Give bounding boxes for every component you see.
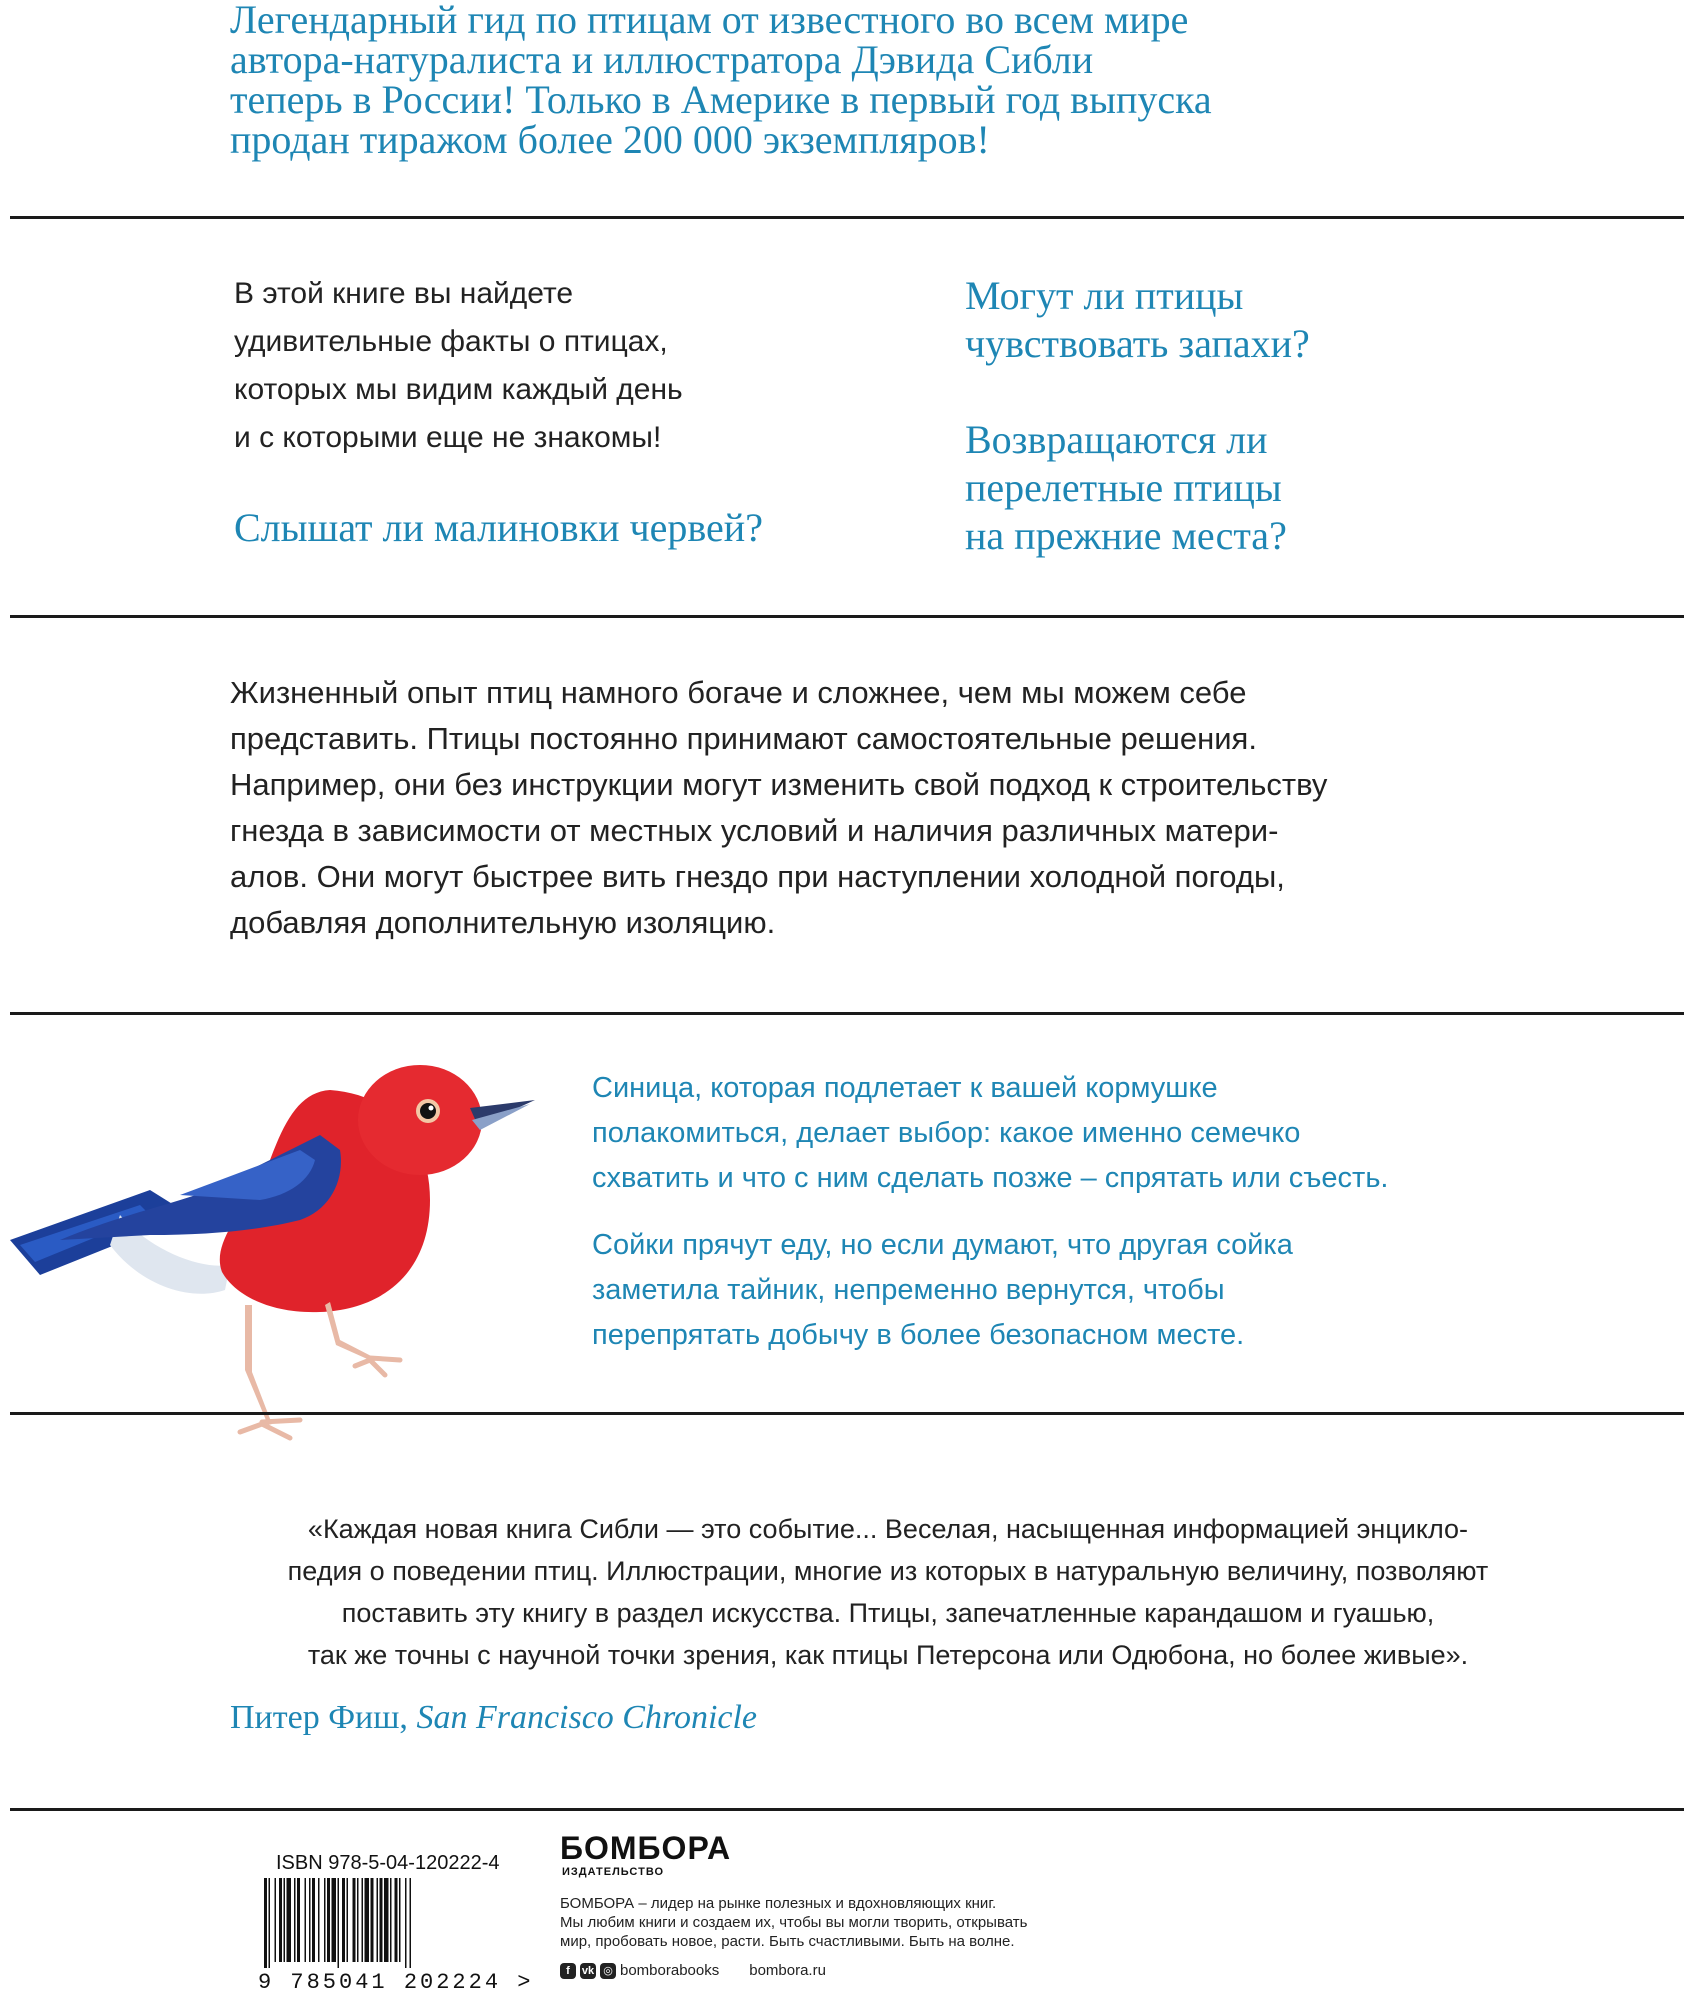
barcode-bar [353,1878,356,1962]
barcode-bar [347,1878,349,1962]
quote-line: «Каждая новая книга Сибли — это событие... Веселая, насыщенная информацией энцикло- [307,1514,1469,1544]
barcode-bar [279,1878,282,1962]
quote-line: поставить эту книгу в раздел искусства. Птицы, запечатленные карандашом и гуашью, [341,1598,1435,1628]
divider [10,216,1684,219]
publisher-subtitle: ИЗДАТЕЛЬСТВО [562,1866,665,1878]
barcode-bar [312,1878,315,1962]
barcode-bar [318,1878,320,1962]
experience-line: гнезда в зависимости от местных условий и наличия различных матери- [230,813,1279,848]
intro-line: автора-натуралиста и иллюстратора Дэвида Сибли [230,37,1094,82]
experience-paragraph [230,670,1490,946]
facts-lead-line: В этой книге вы найдете [234,277,574,310]
divider [10,615,1684,618]
review-source: San Francisco Chronicle [416,1699,758,1736]
experience-line: алов. Они могут быстрее вить гнездо при наступлении холодной погоды, [230,859,1285,894]
barcode-bar [390,1878,392,1962]
barcode-bar [309,1878,311,1962]
barcode-bar [338,1878,340,1968]
question-smell [965,272,1525,368]
barcode-bar [287,1878,292,1962]
review-author: Питер Фиш, [230,1699,408,1736]
barcode-bar [399,1878,401,1962]
barcode-bar [377,1878,379,1962]
jay-fact-line: перепрятать добычу в более безопасном месте. [592,1319,1245,1351]
jay-fact-line: заметила тайник, непременно вернутся, чтобы [592,1274,1225,1306]
quote-line: так же точны с научной точки зрения, как птицы Петерсона или Одюбона, но более живые». [307,1640,1469,1670]
barcode-bar [405,1878,407,1968]
barcode-bar [275,1878,277,1962]
vk-icon[interactable]: vk [581,1964,595,1977]
barcode-bar [380,1878,383,1962]
review-quote [228,1508,1548,1676]
barcode-bar [395,1878,398,1962]
barcode-bar [305,1878,307,1962]
barcode-bar [327,1878,330,1962]
questions-right-column [965,272,1525,608]
tit-fact-line: Синица, которая подлетает к вашей кормушке [592,1072,1218,1104]
barcode-bar [342,1878,345,1962]
barcode-bar [269,1878,271,1968]
publisher-desc-line: БОМБОРА – лидер на рынке полезных и вдохновляющих книг. [560,1895,997,1912]
social-links [560,1962,826,1979]
barcode-bar [371,1878,374,1962]
instagram-icon[interactable]: ◎ [600,1963,616,1979]
divider [10,1012,1684,1015]
intro-line: теперь в России! Только в Америке в первый год выпуска [230,77,1212,122]
question-line: Возвращаются ли [965,417,1268,462]
divider [10,1808,1684,1811]
barcode-bar [297,1878,300,1962]
website-link[interactable]: bombora.ru [749,1962,826,1979]
question-line: на прежние места? [965,513,1287,558]
question-robins: Слышат ли малиновки червей? [234,505,763,550]
review-attribution [230,1698,757,1738]
jay-fact [592,1223,1492,1358]
barcode-bar [294,1878,296,1962]
question-return [965,416,1525,560]
bird-illustration [0,1040,560,1460]
barcode-bar [384,1878,389,1962]
facts-lead-paragraph [234,270,934,462]
tit-fact-line: схватить и что с ним сделать позже – спрятать или съесть. [592,1162,1389,1194]
facebook-icon[interactable]: f [560,1963,576,1979]
experience-line: добавляя дополнительную изоляцию. [230,905,776,940]
publisher-description [560,1894,1080,1951]
jay-fact-line: Сойки прячут еду, но если думают, что другая сойка [592,1229,1293,1261]
publisher-desc-line: мир, пробовать новое, расти. Быть счастливыми. Быть на волне. [560,1933,1015,1950]
question-line: Могут ли птицы [965,273,1244,318]
publisher-logo: БОМБОРА [560,1830,732,1866]
tit-fact [592,1066,1492,1201]
experience-line: представить. Птицы постоянно принимают самостоятельные решения. [230,721,1257,756]
facts-lead-line: и с которыми еще не знакомы! [234,421,662,454]
intro-line: продан тиражом более 200 000 экземпляров! [230,117,990,162]
barcode-bar [365,1878,370,1962]
intro-line: Легендарный гид по птицам от известного во всем мире [230,0,1189,42]
experience-line: Например, они без инструкции могут изменить свой подход к строительству [230,767,1328,802]
barcode-bar [357,1878,359,1962]
facts-lead-line: которых мы видим каждый день [234,373,683,406]
social-handle[interactable]: bomborabooks [620,1962,720,1979]
isbn-label: ISBN 978-5-04-120222-4 [276,1852,500,1874]
barcode-bar [410,1878,412,1968]
barcode-bar [332,1878,337,1962]
question-line: перелетные птицы [965,465,1282,510]
question-line: чувствовать запахи? [965,321,1310,366]
tit-fact-line: полакомиться, делает выбор: какое именно семечко [592,1117,1301,1149]
barcode-bar [284,1878,286,1962]
barcode [262,1878,502,1968]
experience-line: Жизненный опыт птиц намного богаче и сложнее, чем мы можем себе [230,675,1247,710]
quote-line: педия о поведении птиц. Иллюстрации, многие из которых в натуральную величину, позволяют [287,1556,1489,1586]
divider [10,1412,1684,1415]
intro-paragraph [230,0,1430,160]
publisher-desc-line: Мы любим книги и создаем их, чтобы вы могли творить, открывать [560,1914,1028,1931]
facts-lead-line: удивительные факты о птицах, [234,325,668,358]
barcode-digits: 9 785041 202224 > [258,1970,534,1995]
barcode-bar [264,1878,267,1968]
bird-facts [592,1066,1492,1380]
barcode-bar [324,1878,326,1962]
barcode-bar [362,1878,364,1962]
